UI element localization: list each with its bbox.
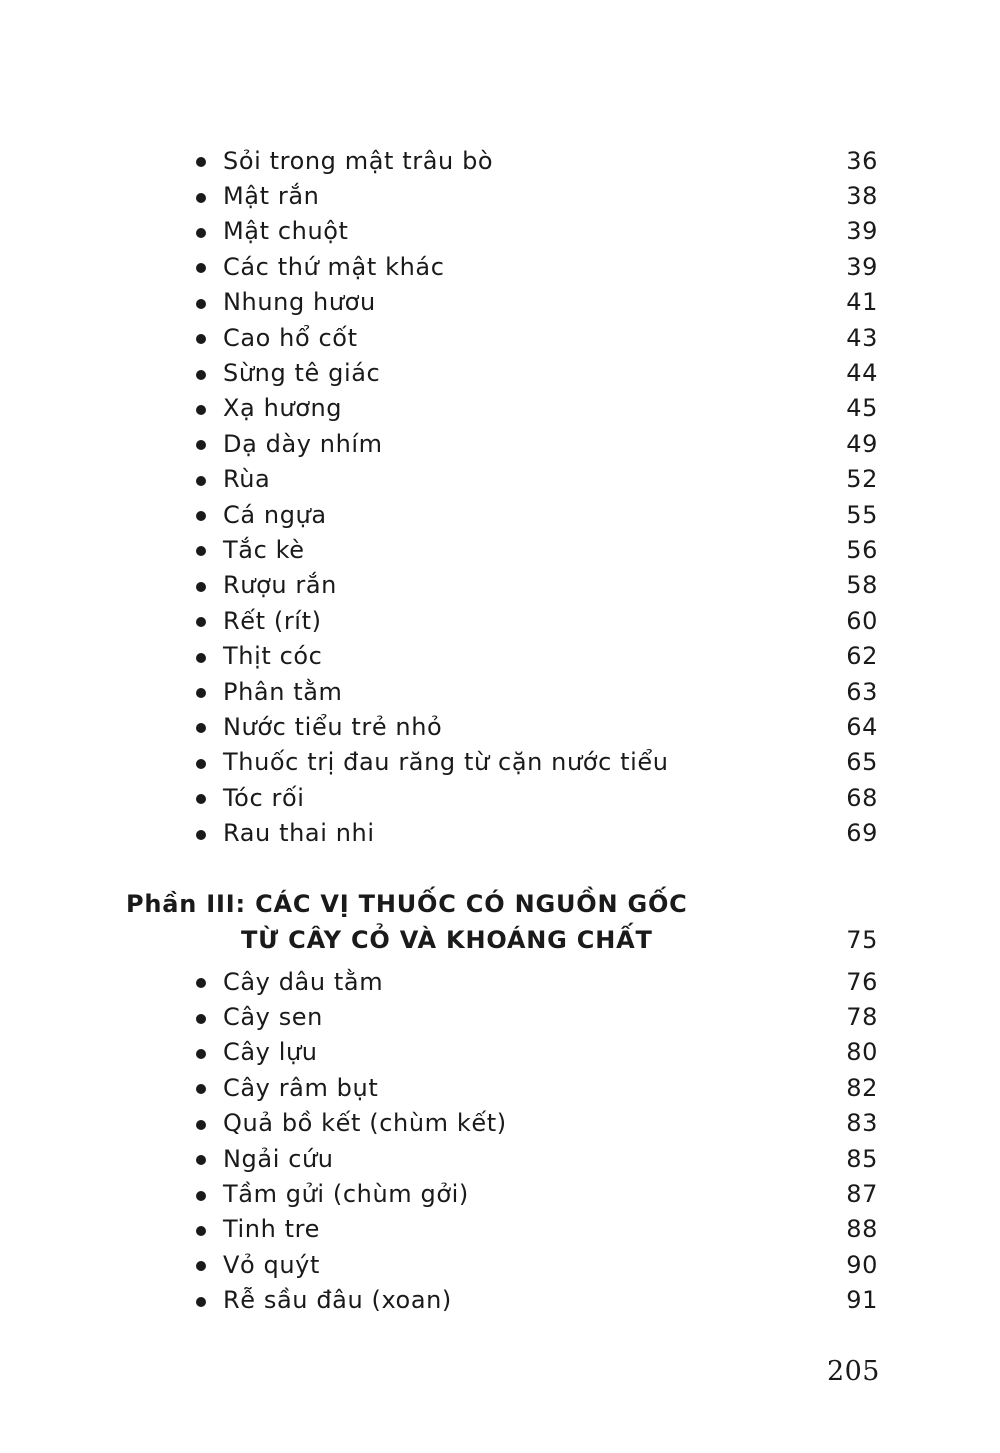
toc-entry-page: 55 bbox=[846, 500, 878, 529]
section-heading-part-3 bbox=[126, 886, 882, 958]
bullet-icon bbox=[196, 1084, 206, 1094]
toc-entry-page: 85 bbox=[846, 1144, 878, 1173]
toc-entry-title: Tinh tre bbox=[223, 1215, 320, 1244]
toc-entry bbox=[196, 1035, 882, 1070]
toc-entry bbox=[196, 462, 882, 497]
toc-entry-page: 78 bbox=[846, 1003, 878, 1032]
bullet-icon bbox=[196, 1120, 206, 1130]
toc-entry-title: Cây dâu tằm bbox=[223, 967, 384, 996]
toc-entry-page: 80 bbox=[846, 1038, 878, 1067]
bullet-icon bbox=[196, 440, 206, 450]
section-heading-line1 bbox=[126, 886, 882, 922]
toc-entry-page: 90 bbox=[846, 1250, 878, 1279]
toc-entry-page: 68 bbox=[846, 783, 878, 812]
toc-entry bbox=[196, 532, 882, 567]
bullet-icon bbox=[196, 723, 206, 733]
toc-entry-page: 87 bbox=[846, 1180, 878, 1209]
toc-entry bbox=[196, 1283, 882, 1318]
toc-entry-page: 49 bbox=[846, 429, 878, 458]
bullet-icon bbox=[196, 228, 206, 238]
toc-entry bbox=[196, 355, 882, 390]
toc-entry-page: 69 bbox=[846, 819, 878, 848]
toc-entry-title: Mật chuột bbox=[223, 217, 349, 246]
toc-entry-title: Thịt cóc bbox=[223, 642, 323, 671]
toc-entry-title: Nước tiểu trẻ nhỏ bbox=[223, 712, 443, 741]
bullet-icon bbox=[196, 1226, 206, 1236]
toc-entry-title: Nhung hươu bbox=[223, 288, 376, 317]
toc-entry-page: 76 bbox=[846, 967, 878, 996]
toc-entry-page: 63 bbox=[846, 677, 878, 706]
toc-entry-page: 39 bbox=[846, 217, 878, 246]
toc-entry-title: Cao hổ cốt bbox=[223, 323, 358, 352]
toc-entry bbox=[196, 1247, 882, 1282]
bullet-icon bbox=[196, 830, 206, 840]
toc-entry-page: 52 bbox=[846, 465, 878, 494]
toc-entry bbox=[196, 568, 882, 603]
toc-entry bbox=[196, 815, 882, 850]
bullet-icon bbox=[196, 1261, 206, 1271]
toc-entry-page: 60 bbox=[846, 606, 878, 635]
toc-entry-title: Rết (rít) bbox=[223, 606, 322, 635]
toc-list-part-3 bbox=[196, 964, 882, 1318]
toc-entry-title: Rượu rắn bbox=[223, 571, 337, 600]
toc-entry bbox=[196, 638, 882, 673]
toc-entry bbox=[196, 603, 882, 638]
toc-entry-title: Mật rắn bbox=[223, 182, 320, 211]
toc-entry-page: 82 bbox=[846, 1073, 878, 1102]
toc-entry bbox=[196, 1141, 882, 1176]
bullet-icon bbox=[196, 1297, 206, 1307]
bullet-icon bbox=[196, 653, 206, 663]
bullet-icon bbox=[196, 511, 206, 521]
toc-entry-title: Tầm gửi (chùm gởi) bbox=[223, 1180, 469, 1209]
toc-entry-title: Phân tằm bbox=[223, 677, 343, 706]
bullet-icon bbox=[196, 299, 206, 309]
toc-entry bbox=[196, 780, 882, 815]
toc-entry-title: Cây râm bụt bbox=[223, 1073, 379, 1102]
toc-entry-title: Xạ hương bbox=[223, 394, 343, 423]
bullet-icon bbox=[196, 405, 206, 415]
toc-entry-title: Sừng tê giác bbox=[223, 359, 381, 388]
toc-entry-title: Thuốc trị đau răng từ cặn nước tiểu bbox=[223, 748, 669, 777]
toc-entry-page: 83 bbox=[846, 1109, 878, 1138]
toc-list-part-2 bbox=[196, 143, 882, 851]
toc-entry bbox=[196, 1070, 882, 1105]
bullet-icon bbox=[196, 1191, 206, 1201]
toc-entry-page: 65 bbox=[846, 748, 878, 777]
toc-entry bbox=[196, 745, 882, 780]
bullet-icon bbox=[196, 794, 206, 804]
toc-entry-page: 56 bbox=[846, 535, 878, 564]
bullet-icon bbox=[196, 193, 206, 203]
bullet-icon bbox=[196, 370, 206, 380]
toc-entry-page: 58 bbox=[846, 571, 878, 600]
toc-entry-page: 38 bbox=[846, 182, 878, 211]
toc-entry bbox=[196, 249, 882, 284]
bullet-icon bbox=[196, 1014, 206, 1024]
toc-entry-page: 62 bbox=[846, 642, 878, 671]
bullet-icon bbox=[196, 546, 206, 556]
bullet-icon bbox=[196, 617, 206, 627]
toc-entry bbox=[196, 285, 882, 320]
toc-entry-page: 39 bbox=[846, 252, 878, 281]
bullet-icon bbox=[196, 978, 206, 988]
section-label: Phần III: bbox=[126, 890, 246, 918]
toc-entry bbox=[196, 1106, 882, 1141]
bullet-icon bbox=[196, 157, 206, 167]
bullet-icon bbox=[196, 582, 206, 592]
bullet-icon bbox=[196, 759, 206, 769]
toc-entry-page: 44 bbox=[846, 359, 878, 388]
toc-entry bbox=[196, 674, 882, 709]
toc-entry-title: Rau thai nhi bbox=[223, 819, 375, 848]
toc-entry-title: Cá ngựa bbox=[223, 500, 327, 529]
toc-entry bbox=[196, 497, 882, 532]
toc-entry-title: Tóc rối bbox=[223, 783, 305, 812]
toc-entry bbox=[196, 964, 882, 999]
section-title-line2: TỪ CÂY CỎ VÀ KHOÁNG CHẤT bbox=[241, 926, 653, 954]
bullet-icon bbox=[196, 334, 206, 344]
toc-entry bbox=[196, 426, 882, 461]
toc-entry-title: Ngải cứu bbox=[223, 1144, 334, 1173]
toc-entry-title: Tắc kè bbox=[223, 535, 305, 564]
toc-entry-page: 91 bbox=[846, 1286, 878, 1315]
toc-entry-title: Sỏi trong mật trâu bò bbox=[223, 146, 494, 175]
toc-entry-title: Các thứ mật khác bbox=[223, 252, 445, 281]
toc-entry bbox=[196, 709, 882, 744]
bullet-icon bbox=[196, 688, 206, 698]
toc-entry-title: Rễ sầu đâu (xoan) bbox=[223, 1286, 452, 1315]
toc-entry-page: 45 bbox=[846, 394, 878, 423]
bullet-icon bbox=[196, 1049, 206, 1059]
toc-entry bbox=[196, 999, 882, 1034]
toc-entry bbox=[196, 391, 882, 426]
page-number: 205 bbox=[826, 1356, 880, 1387]
toc-entry-title: Vỏ quýt bbox=[223, 1250, 320, 1279]
bullet-icon bbox=[196, 476, 206, 486]
toc-entry-page: 88 bbox=[846, 1215, 878, 1244]
toc-entry-title: Rùa bbox=[223, 465, 271, 494]
bullet-icon bbox=[196, 263, 206, 273]
toc-entry-title: Cây lựu bbox=[223, 1038, 318, 1067]
toc-entry-page: 64 bbox=[846, 712, 878, 741]
bullet-icon bbox=[196, 1155, 206, 1165]
section-page: 75 bbox=[846, 926, 878, 954]
toc-entry bbox=[196, 1176, 882, 1211]
toc-entry bbox=[196, 320, 882, 355]
toc-entry-page: 43 bbox=[846, 323, 878, 352]
toc-entry bbox=[196, 178, 882, 213]
toc-entry-title: Quả bồ kết (chùm kết) bbox=[223, 1109, 507, 1138]
toc-entry-title: Cây sen bbox=[223, 1003, 323, 1032]
section-title-line1: CÁC VỊ THUỐC CÓ NGUỒN GỐC bbox=[255, 890, 688, 918]
toc-entry bbox=[196, 1212, 882, 1247]
toc-entry-title: Dạ dày nhím bbox=[223, 429, 383, 458]
toc-entry-page: 41 bbox=[846, 288, 878, 317]
toc-entry bbox=[196, 143, 882, 178]
toc-entry-page: 36 bbox=[846, 146, 878, 175]
toc-entry bbox=[196, 214, 882, 249]
